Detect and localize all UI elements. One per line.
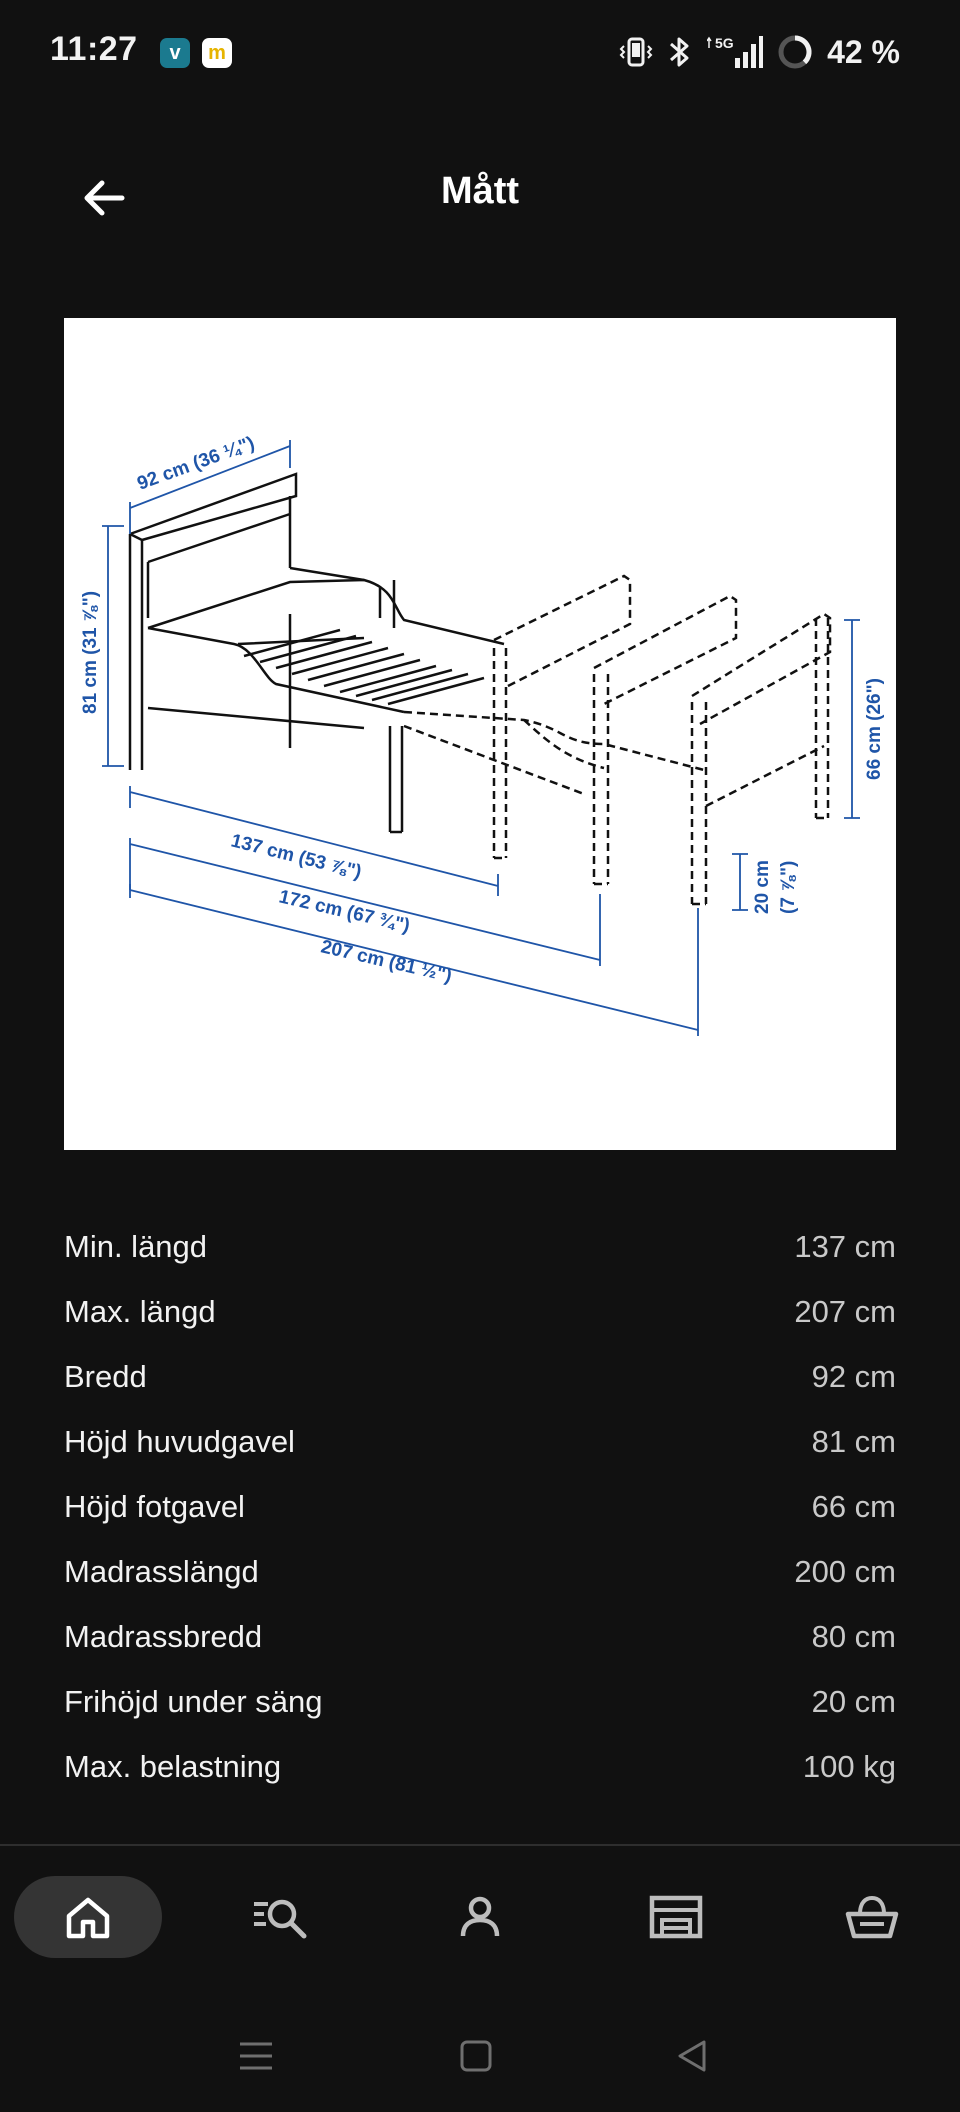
bed-drawing [64, 318, 896, 1150]
measurement-label: Bredd [64, 1358, 147, 1394]
header [0, 150, 960, 240]
measurement-value: 20 cm [811, 1683, 896, 1719]
page-title: Mått [440, 170, 520, 212]
measurement-label: Max. längd [64, 1293, 216, 1329]
measurement-label: Min. längd [64, 1228, 208, 1264]
measurement-row [64, 1474, 896, 1539]
dim-foot-height-label: 66 cm (26") [864, 678, 885, 780]
status-bar [0, 0, 960, 104]
basket-icon [844, 1892, 900, 1942]
measurements-list [64, 1214, 896, 1799]
system-nav-bar [0, 2000, 960, 2112]
nav-cart-tab[interactable] [822, 1876, 922, 1958]
measurement-value: 137 cm [794, 1228, 896, 1264]
bottom-nav [0, 1846, 960, 1958]
battery-ring-icon [777, 34, 813, 70]
nav-profile-tab[interactable] [430, 1876, 530, 1958]
measurement-row [64, 1214, 896, 1279]
measurement-row [64, 1409, 896, 1474]
measurement-value: 100 kg [802, 1748, 896, 1784]
profile-icon [455, 1892, 505, 1942]
bluetooth-icon [667, 34, 693, 70]
battery-percent: 42 % [827, 33, 900, 70]
recents-button[interactable] [226, 2030, 286, 2082]
measurement-value: 81 cm [811, 1423, 896, 1459]
store-icon [648, 1892, 704, 1942]
measurement-value: 80 cm [811, 1618, 896, 1654]
dimensions-diagram [64, 318, 896, 1150]
measurement-row [64, 1734, 896, 1799]
dim-clearance-cm-label: 20 cm [752, 860, 773, 914]
vivino-notification-icon: v [160, 38, 190, 68]
dim-max-length-label: 207 cm (81 ½") [318, 936, 454, 987]
recents-icon [236, 2036, 276, 2076]
vibrate-icon [619, 35, 653, 69]
triangle-back-icon [672, 2036, 712, 2076]
measurement-value: 66 cm [811, 1488, 896, 1524]
signal-5g-icon [707, 34, 763, 70]
status-time: 11:27 [50, 30, 138, 68]
measurement-value: 200 cm [794, 1553, 896, 1589]
measurement-row [64, 1669, 896, 1734]
measurement-value: 207 cm [794, 1293, 896, 1329]
svg-text:5G: 5G [715, 35, 734, 51]
nav-store-tab[interactable] [626, 1876, 726, 1958]
dim-head-height-label: 81 cm (31 ⅞") [80, 590, 101, 714]
measurement-row [64, 1279, 896, 1344]
dim-min-length-label: 137 cm (53 ⅞") [228, 830, 364, 884]
measurement-row [64, 1539, 896, 1604]
measurement-label: Höjd fotgavel [64, 1488, 245, 1524]
measurement-label: Max. belastning [64, 1748, 282, 1784]
mcdonalds-notification-icon: m [202, 38, 232, 68]
dim-width-label: 92 cm (36 ¼") [134, 432, 258, 495]
dim-mid-length-label: 172 cm (67 ¾") [276, 886, 412, 937]
nav-search-tab[interactable] [232, 1876, 332, 1958]
measurement-row [64, 1344, 896, 1409]
measurement-label: Madrasslängd [64, 1553, 259, 1589]
measurement-label: Höjd huvudgavel [64, 1423, 295, 1459]
measurement-value: 92 cm [811, 1358, 896, 1394]
system-home-button[interactable] [446, 2030, 506, 2082]
home-icon [63, 1892, 113, 1942]
measurement-label: Frihöjd under säng [64, 1683, 323, 1719]
search-list-icon [252, 1892, 312, 1942]
system-back-button[interactable] [662, 2030, 722, 2082]
measurement-row [64, 1604, 896, 1669]
status-icons [619, 32, 900, 72]
measurement-label: Madrassbredd [64, 1618, 263, 1654]
square-home-icon [456, 2036, 496, 2076]
dim-clearance-in-label: (7 ⅞") [778, 860, 799, 914]
nav-home-tab[interactable] [14, 1876, 162, 1958]
